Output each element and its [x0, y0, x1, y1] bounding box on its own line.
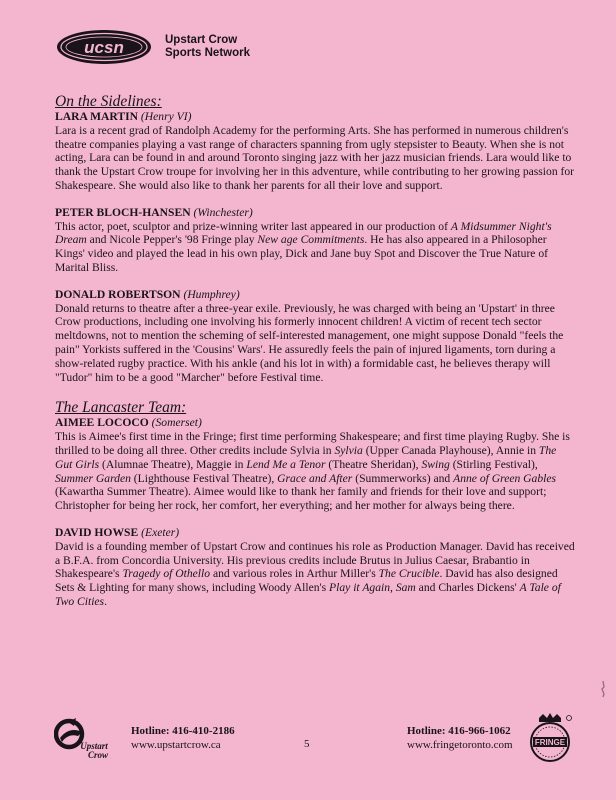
fringe-hotline: Hotline: 416-966-1062	[407, 725, 511, 737]
org-name-line-2: Sports Network	[165, 47, 250, 59]
actor-heading	[55, 416, 575, 430]
actor-role: (Henry VI)	[140, 110, 192, 123]
actor-bio: This is Aimee's first time in the Fringe; first time performing Shakespeare; and first time playing Rugby. She is thrilled to be doing all three. Other credits include Sylvia in Sylvia (Upper Canada Playhouse), Annie in The Gut Girls (Alumnae Theatre), Maggie in Lend Me a Tenor (Theatre Sheridan), Swing (Stirling Festival), Summer Garden (Lighthouse Festival Theatre), Grace and After (Summerworks) and Anne of Green Gables (Kawartha Summer Theatre). Aimee would like to thank her family and friends for their love and support; Christopher for being her rock, her comfort, her everything; and her mother for always being there.	[55, 430, 570, 513]
cast-bios	[55, 93, 575, 609]
actor-bio: Lara is a recent grad of Randolph Academy for the performing Arts. She has performed in numerous children's theatre companies playing a vast range of characters spanning from ugly stepsister to Beauty. When she is not acting, Lara can be found in and around Toronto singing jazz with her jazz musician friends. Lara would like to thank the Upstart Crow troupe for involving her in this adventure, while contributing to her growing passion for Shakespeare. She would also like to thank her parents for all their love and support.	[55, 123, 575, 192]
bio-gap	[55, 193, 575, 206]
ucsn-logo-text: ucsn	[84, 38, 124, 57]
section-title: The Lancaster Team:	[55, 399, 187, 417]
actor-role: (Exeter)	[141, 525, 180, 539]
bio-gap	[55, 513, 575, 526]
fringe-logo-text: FRINGE	[534, 738, 566, 747]
page-smudge	[600, 680, 606, 698]
upstart-crow-hotline: Hotline: 416-410-2186	[131, 725, 235, 737]
section-title: On the Sidelines:	[55, 93, 162, 110]
bio-gap	[55, 275, 575, 288]
upstart-crow-logo	[54, 716, 116, 762]
actor-role: (Humphrey)	[183, 287, 240, 301]
actor-name: LARA MARTIN	[55, 110, 139, 123]
upstart-crow-url[interactable]: www.upstartcrow.ca	[131, 739, 221, 751]
actor-heading	[55, 526, 575, 540]
actor-heading	[55, 206, 575, 220]
fringe-festival-logo	[525, 712, 575, 764]
section-gap	[55, 384, 575, 399]
actor-name: AIMEE LOCOCO	[55, 416, 149, 430]
upstart-crow-contact	[131, 724, 235, 752]
actor-bio: Donald returns to theatre after a three-year exile. Previously, he was charged with being an 'Upstart' in three Crow productions, including one involving his formerly innocent children! A victim of recent tech sector meltdowns, not to mention the scheming of self-interested management, one might suppose Donald "feels the pain" Yorkists suffered in the 'Cousins' Wars'. He assuredly feels the pain of injured ligaments, torn during a show-related rugby practice. With his ankle (and his lot in with) a formidable cast, he believes therapy will "Tudor" him to be a good "Marcher" before Festival time.	[55, 301, 564, 384]
actor-bio: This actor, poet, sculptor and prize-winning writer last appeared in our production of A Midsummer Night's Dream and Nicole Pepper's '98 Fringe play New age Commitments. He has also appeared in a Philosopher Kings' video and played the lead in his own play, Dick and Jane buy Spot and Discover the True Nature of Marital Bliss.	[55, 219, 552, 274]
fringe-contact	[407, 724, 513, 752]
upstart-crow-logo-text-2: Crow	[87, 750, 109, 760]
org-name	[165, 34, 250, 60]
actor-bio: David is a founding member of Upstart Crow and continues his role as Production Manager. David has received a B.F.A. from Concordia University. His previous credits include Brutus in Julius Caesar, Brabantio in Shakespeare's Tragedy of Othello and various roles in Arthur Miller's The Crucible. David has also designed Sets & Lighting for many shows, including Woody Allen's Play it Again, Sam and Charles Dickens' A Tale of Two Cities.	[55, 539, 575, 608]
actor-name: PETER BLOCH-HANSEN	[55, 205, 191, 219]
actor-role: (Somerset)	[151, 416, 202, 430]
actor-name: DAVID HOWSE	[55, 525, 139, 539]
actor-name: DONALD ROBERTSON	[55, 287, 181, 301]
ucsn-logo	[55, 28, 153, 66]
page-header	[55, 28, 250, 66]
fringe-url[interactable]: www.fringetoronto.com	[407, 739, 513, 751]
org-name-line-1: Upstart Crow	[165, 34, 238, 46]
actor-heading	[55, 288, 575, 302]
upstart-crow-logo-text-1: Upstart	[80, 741, 108, 751]
actor-role: (Winchester)	[193, 205, 253, 219]
page-number: 5	[304, 738, 310, 750]
actor-heading	[55, 110, 575, 124]
page-footer	[0, 710, 616, 780]
